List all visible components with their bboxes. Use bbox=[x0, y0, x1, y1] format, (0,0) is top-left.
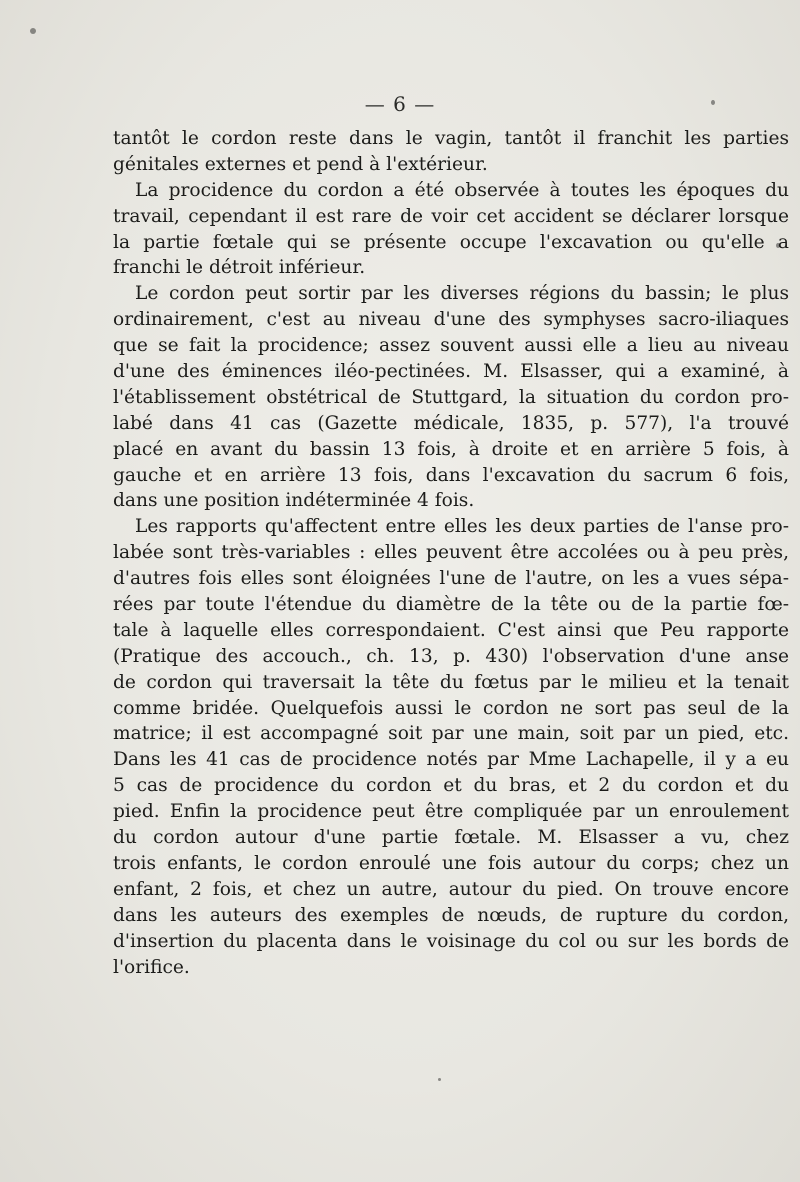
text-line: La procidence du cordon a été observée à toutes les époques du bbox=[135, 179, 789, 201]
text-line: franchi le détroit inférieur. bbox=[113, 257, 366, 279]
text-line: la partie fœtale qui se présente occupe l'excavation ou qu'elle a bbox=[113, 231, 789, 253]
page-number: — 6 — bbox=[364, 92, 436, 116]
text-line: l'établissement obstétrical de Stuttgard, la situation du cordon pro- bbox=[113, 386, 789, 408]
text-line: dans une position indéterminée 4 fois. bbox=[113, 490, 475, 512]
text-line: dans les auteurs des exemples de nœuds, de rupture du cordon, bbox=[113, 904, 789, 926]
text-line: tantôt le cordon reste dans le vagin, tantôt il franchit les parties bbox=[113, 128, 789, 149]
text-line: d'une des éminences iléo-pectinées. M. Elsasser, qui a examiné, à bbox=[113, 361, 789, 383]
text-line: Le cordon peut sortir par les diverses régions du bassin; le plus bbox=[135, 283, 789, 305]
text-line: Les rapports qu'affectent entre elles les deux parties de l'anse pro- bbox=[135, 516, 789, 538]
text-line: ordinairement, c'est au niveau d'une des symphyses sacro-iliaques bbox=[113, 309, 789, 331]
text-line: Dans les 41 cas de procidence notés par Mme Lachapelle, il y a eu bbox=[113, 749, 789, 771]
text-line: (Pratique des accouch., ch. 13, p. 430) l'observation d'une anse bbox=[113, 645, 789, 667]
text-line: rées par toute l'étendue du diamètre de la tête ou de la partie fœ- bbox=[113, 594, 789, 616]
text-line: enfant, 2 fois, et chez un autre, autour du pied. On trouve encore bbox=[113, 878, 789, 900]
text-line: que se fait la procidence; assez souvent aussi elle a lieu au niveau bbox=[113, 335, 789, 357]
text-line: matrice; il est accompagné soit par une main, soit par un pied, etc. bbox=[113, 723, 789, 745]
ink-speck bbox=[30, 28, 36, 34]
text-line: trois enfants, le cordon enroulé une fois autour du corps; chez un bbox=[113, 852, 789, 874]
text-line: génitales externes et pend à l'extérieur. bbox=[113, 153, 488, 175]
text-line: gauche et en arrière 13 fois, dans l'excavation du sacrum 6 fois, bbox=[113, 464, 789, 486]
text-line: placé en avant du bassin 13 fois, à droite et en arrière 5 fois, à bbox=[113, 438, 789, 460]
text-line: du cordon autour d'une partie fœtale. M. Elsasser a vu, chez bbox=[113, 827, 789, 849]
body-text bbox=[113, 126, 789, 980]
text-line: d'autres fois elles sont éloignées l'une de l'autre, on les a vues sépa- bbox=[113, 568, 789, 590]
text-line: labé dans 41 cas (Gazette médicale, 1835, p. 577), l'a trouvé bbox=[113, 412, 789, 434]
ink-speck bbox=[438, 1078, 441, 1081]
text-line: travail, cependant il est rare de voir cet accident se déclarer lorsque bbox=[113, 205, 789, 227]
text-line: de cordon qui traversait la tête du fœtus par le milieu et la tenait bbox=[113, 671, 789, 693]
text-line: d'insertion du placenta dans le voisinage du col ou sur les bords de bbox=[113, 930, 789, 952]
text-line: l'orifice. bbox=[113, 956, 190, 978]
text-line: pied. Enfin la procidence peut être compliquée par un enroulement bbox=[113, 801, 789, 823]
text-line: labée sont très-variables : elles peuvent être accolées ou à peu près, bbox=[113, 542, 789, 564]
text-line: 5 cas de procidence du cordon et du bras, et 2 du cordon et du bbox=[113, 775, 789, 797]
text-line: tale à laquelle elles correspondaient. C'est ainsi que Peu rapporte bbox=[113, 619, 789, 641]
text-line: comme bridée. Quelquefois aussi le cordon ne sort pas seul de la bbox=[113, 697, 789, 719]
